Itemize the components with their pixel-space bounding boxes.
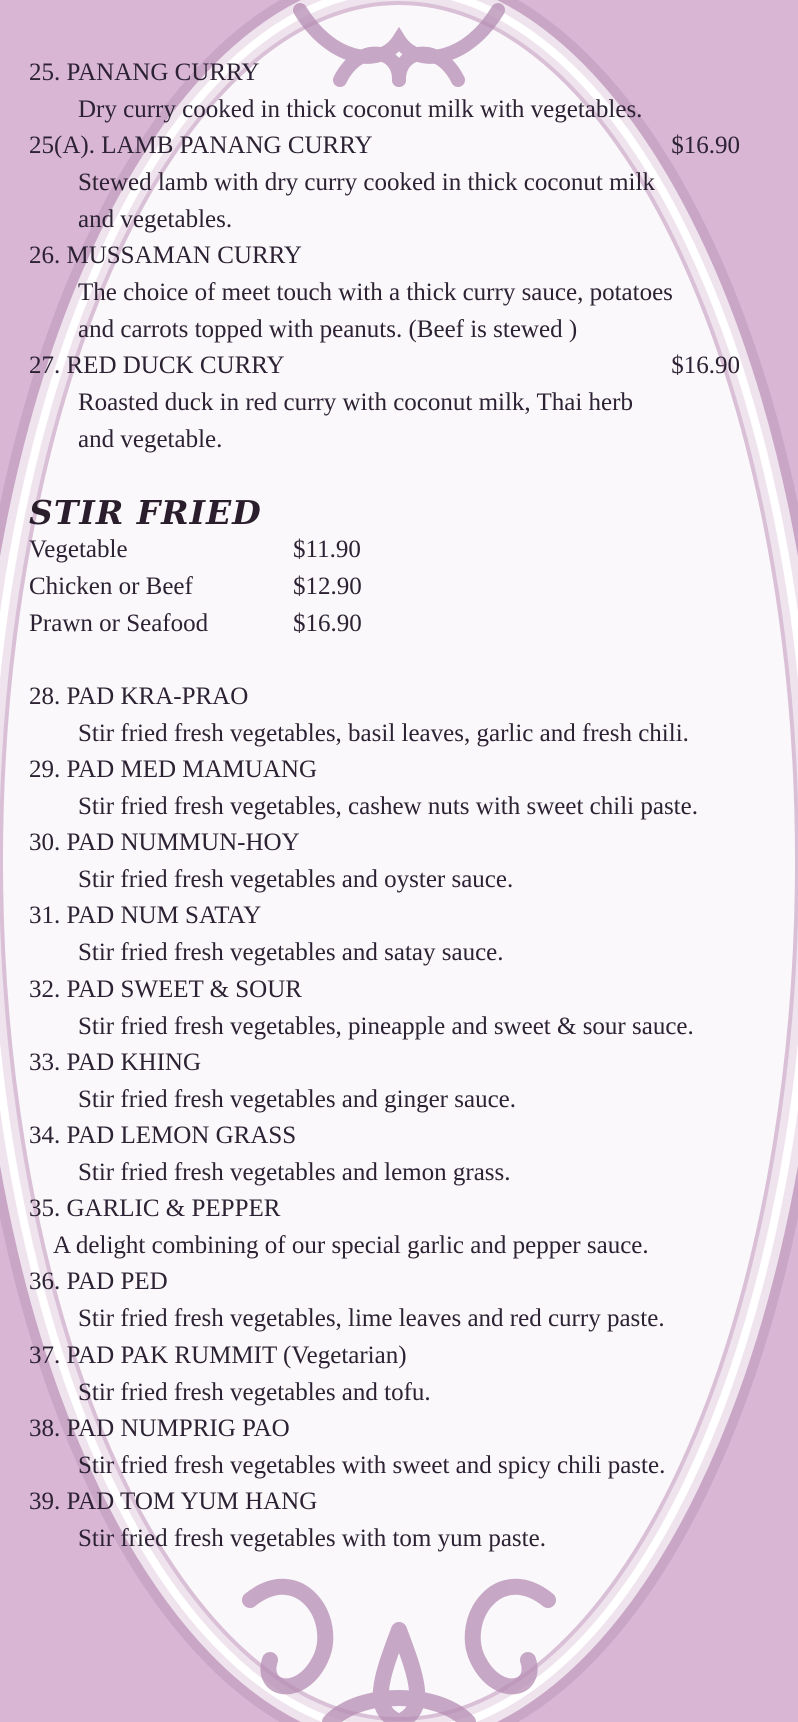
menu-item-title: 32. PAD SWEET & SOUR <box>29 976 302 1003</box>
menu-item-description: Stir fried fresh vegetables and oyster sauce. <box>78 866 514 893</box>
menu-item-description: Stir fried fresh vegetables, cashew nuts with sweet chili paste. <box>78 793 698 820</box>
price-tier-label: Chicken or Beef <box>29 573 193 600</box>
price-tier-label: Vegetable <box>29 536 128 563</box>
menu-item-description: Stir fried fresh vegetables, basil leaves, garlic and fresh chili. <box>78 720 689 747</box>
menu-item-title: 30. PAD NUMMUN-HOY <box>29 829 300 856</box>
menu-item-description: Stewed lamb with dry curry cooked in thick coconut milk <box>78 169 655 196</box>
menu-item-title: 26. MUSSAMAN CURRY <box>29 242 302 269</box>
menu-item-description: Stir fried fresh vegetables and lemon grass. <box>78 1159 511 1186</box>
menu-item-description: The choice of meet touch with a thick curry sauce, potatoes <box>78 279 673 306</box>
menu-item-description: Stir fried fresh vegetables, lime leaves and red curry paste. <box>78 1305 665 1332</box>
menu-item-title: 38. PAD NUMPRIG PAO <box>29 1415 290 1442</box>
menu-item-price: $16.90 <box>671 132 740 159</box>
menu-item-title: 25. PANANG CURRY <box>29 59 260 86</box>
menu-item-description: Stir fried fresh vegetables and satay sauce. <box>78 939 504 966</box>
menu-item-description: and vegetable. <box>78 426 223 453</box>
menu-item-price: $16.90 <box>671 352 740 379</box>
menu-item-title: 37. PAD PAK RUMMIT (Vegetarian) <box>29 1342 407 1369</box>
price-tier-price: $12.90 <box>293 573 362 600</box>
price-tier-label: Prawn or Seafood <box>29 610 209 637</box>
menu-item-description: and vegetables. <box>78 206 233 233</box>
menu-item-title: 28. PAD KRA-PRAO <box>29 683 249 710</box>
menu-item-description: and carrots topped with peanuts. (Beef is stewed ) <box>78 316 578 343</box>
price-tier-price: $16.90 <box>293 610 362 637</box>
menu-item-title: 31. PAD NUM SATAY <box>29 902 262 929</box>
menu-item-title: 34. PAD LEMON GRASS <box>29 1122 297 1149</box>
price-tier-price: $11.90 <box>293 536 361 563</box>
menu-item-title: 36. PAD PED <box>29 1268 168 1295</box>
menu-item-title: 29. PAD MED MAMUANG <box>29 756 318 783</box>
menu-item-description: A delight combining of our special garlic and pepper sauce. <box>53 1232 649 1259</box>
menu-item-description: Dry curry cooked in thick coconut milk with vegetables. <box>78 96 643 123</box>
menu-item-title: 27. RED DUCK CURRY <box>29 352 285 379</box>
menu-item-title: 39. PAD TOM YUM HANG <box>29 1488 318 1515</box>
menu-item-title: 33. PAD KHING <box>29 1049 202 1076</box>
menu-item-title: 25(A). LAMB PANANG CURRY <box>29 132 373 159</box>
menu-item-description: Stir fried fresh vegetables with tom yum paste. <box>78 1525 546 1552</box>
menu-item-description: Stir fried fresh vegetables with sweet and spicy chili paste. <box>78 1452 666 1479</box>
menu-item-description: Roasted duck in red curry with coconut milk, Thai herb <box>78 389 633 416</box>
menu-item-description: Stir fried fresh vegetables and tofu. <box>78 1379 431 1406</box>
menu-item-description: Stir fried fresh vegetables, pineapple and sweet & sour sauce. <box>78 1013 694 1040</box>
menu-item-title: 35. GARLIC & PEPPER <box>29 1195 281 1222</box>
menu-item-description: Stir fried fresh vegetables and ginger sauce. <box>78 1086 517 1113</box>
section-heading: STIR FRIED <box>29 493 262 532</box>
